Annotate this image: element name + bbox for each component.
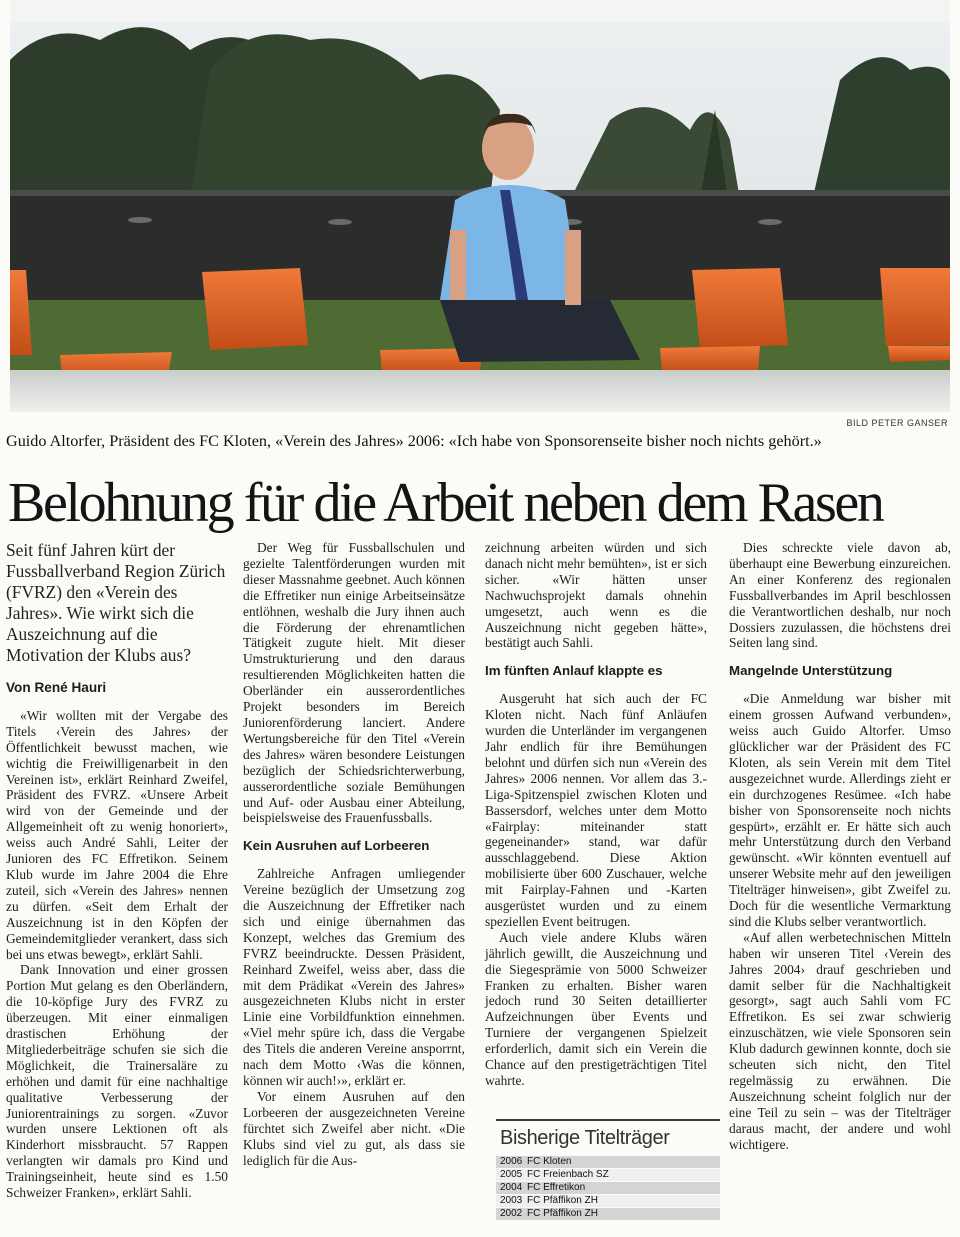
article-photo [10,0,950,412]
subheading: Im fünften Anlauf klappte es [485,663,663,679]
year-cell: 2002 [500,1208,523,1219]
table-row [496,1182,720,1194]
club-cell: FC Pfäffikon ZH [527,1195,598,1206]
photo-caption: Guido Altorfer, Präsident des FC Kloten, «Verein des Jahres» 2006: «Ich habe von Sponsorenseite bisher noch nichts gehört.» [6,432,822,450]
article-headline: Belohnung für die Arbeit neben dem Rasen [8,472,883,534]
table-row [496,1156,720,1168]
author-byline: Von René Hauri [6,680,107,695]
paragraph: Zahlreiche Anfragen umliegender Vereine bezüglich der Umsetzung zog die Auszeichnung der Effretiker nach sich und einige übernahmen das Konzept, welches das Gremium des FVRZ beeindruckte. Dessen Präsident, Reinhard Zweifel, weiss aber, dass die mit dem Prädikat «Verein des Jahres» ausgezeichneten Klubs nicht in erster Linie eine Vorbildfunktion einnehmen. «Viel mehr spüre ich, dass die Vergabe des Titels die anderen Vereine ansporrnt, nach dem Motto ‹Was die können, können wir auch!›», erklärt er. [243,866,465,1088]
paragraph: «Auf allen werbetechnischen Mitteln haben wir unseren Titel ‹Verein des Jahres 2004› drauf geschrieben und damit selber für die Nachhaltigkeit gesorgt», sagt auch Sahli vom FC Effretikon. Es sei zwar schwierig einzuschätzen, wie viele Sponsoren sein Klub dadurch gewinnen konnte, doch sie scheuten sich nicht, den Titel regelmässig zu erwähnen. Die Auszeichnung scheint folglich nur der eine Teil zu sein – was der Titelträger daraus macht, der andere und wohl wichtigere. [729,929,951,1152]
paragraph: Dies schreckte viele davon ab, überhaupt eine Bewerbung einzureichen. An einer Konferenz des regionalen Fussballverbandes im April beschlossen die Verantwortlichen deshalb, nur noch Dossiers zuzulassen, die höchstens drei Seiten lang sind. [729,540,951,651]
article-lead: Seit fünf Jahren kürt der Fussballverband Region Zürich (FVRZ) den «Verein des Jahres». Wie wirkt sich die Auszeichnung auf die Motivation der Klubs aus? [6,540,226,665]
subheading: Kein Ausruhen auf Lorbeeren [243,838,430,854]
year-cell: 2006 [500,1156,523,1167]
article-column-3 [485,540,707,1089]
subheading: Mangelnde Unterstützung [729,663,893,679]
club-cell: FC Freienbach SZ [527,1169,609,1180]
table-row [496,1195,720,1207]
article-column-1 [6,540,228,1201]
year-cell: 2005 [500,1169,523,1180]
year-cell: 2004 [500,1182,523,1193]
paragraph: «Die Anmeldung war bisher mit einem grossen Aufwand verbunden», weiss auch Guido Altorfer. Umso glücklicher war der Präsident des FC Kloten, als sein Verein mit dem Titel ausgezeichnet wurde. Allerdings zieht er ein durchzogenes Resümee. «Ich habe bisher von Sponsorenseite noch nichts gespürt», erzählt er. Er hätte sich auch mehr Unterstützung durch den Verband gewünscht. «Wir könnten eventuell auf unserer Website mehr auf den jeweiligen Titelträger hinweisen», gibt Zweifel zu. Doch für die wesentliche Vermarktung sind die Klubs selber verantwortlich. [729,691,951,929]
paragraph: Dank Innovation und einer grossen Portion Mut gelang es den Oberländern, die 10-köpfige Jury des FVRZ zu überzeugen. Mit einer einmaligen drastischen Erhöhung der Mitgliederbeiträge schufen sie sich die Möglichkeit, die Trainersaläre zu erhöhen und damit für eine nachhaltige qualitative Verbesserung der Juniorentrainings zu sorgen. «Zuvor wurden unsere Lektionen oft als Kinderhort missbraucht. 57 Rappen verlangten wir damals pro Kind und Trainingseinheit, heute sind es 1.50 Schweizer Franken», erklärt Sahli. [6,962,228,1201]
club-cell: FC Kloten [527,1156,572,1167]
paragraph: Vor einem Ausruhen auf den Lorbeeren der ausgezeichneten Vereine fürchtet sich Zweifel aber nicht. «Die Klubs sind viel zu gut, als dass sie lediglich für die Aus- [243,1088,465,1168]
title-holders-heading: Bisherige Titelträger [500,1127,670,1149]
title-holders-box [496,1119,720,1221]
club-cell: FC Effretikon [527,1182,586,1193]
title-holders-list [496,1156,720,1220]
table-row [496,1169,720,1181]
paragraph: «Wir wollten mit der Vergabe des Titels ‹Verein des Jahres› der Öffentlichkeit bewusst machen, wie wichtig die Freiwilligenarbeit in den Vereinen ist», erklärt Reinhard Zweifel, Präsident des FVRZ. «Unsere Arbeit wird von der Gemeinde und der Allgemeinheit oft zu wenig honoriert», weiss auch André Sahli, Leiter der Junioren des FC Effretikon. Seinem Klub wurde im Jahre 2004 die Ehre zuteil, sich «Verein des Jahres» nennen zu dürfen. «Seit dem Erhalt der Auszeichnung ist in den Köpfen der Gemeindemitglieder verankert, dass sich bei uns etwas bewegt», erklärt Sahli. [6,707,228,962]
paragraph: zeichnung arbeiten würden und sich danach nicht mehr bemühten», ist er sich sicher. «Wir hätten unser Nachwuchsprojekt damals ohnehin umgesetzt, auch wenn es die Auszeichnung nicht gegeben hätte», bestätigt auch Sahli. [485,540,707,651]
table-row [496,1208,720,1220]
photo-credit: BILD PETER GANSER [846,418,948,428]
paragraph: Der Weg für Fussballschulen und gezielte Talentförderungen wurden mit dieser Massnahme geebnet. Auch können die Effretiker nun einige Arbeitseinsätze entlöhnen, weshalb die Jury ihnen auch die Förderung der ehrenamtlichen Tätigkeit zugute hielt. Mit dieser Umstrukturierung und den daraus resultierenden Möglichkeiten hatten die Oberländer ein ausserordentliches Projekt besonders im Bereich Juniorenförderung lanciert. Andere Wertungsbereiche für den Titel «Verein des Jahres» wären besondere Leistungen bezüglich der Schiedsrichterwerbung, ausserordentliche soziale Bemühungen und Auf- oder Ausbau einer Abteilung, beispielsweise des Frauenfussballs. [243,540,465,826]
year-cell: 2003 [500,1195,523,1206]
paragraph: Ausgeruht hat sich auch der FC Kloten nicht. Nach fünf Anläufen wurden die Unterländer im vergangenen Jahr endlich für ihre Bemühungen belohnt und dürfen sich nun «Verein des Jahres» 2006 nennen. Vor allem das 3.-Liga-Spitzenspiel zwischen Kloten und Bassersdorf, welches unter dem Motto «Fairplay: miteinander statt gegeneinander» stand, war dafür ausschlaggebend. Diese Aktion mobilisierte über 600 Zuschauer, welche mit Fairplay-Fahnen und -Karten ausgerüstet wurden und zu einem speziellen Event beitrugen. [485,691,707,929]
article-column-2 [243,540,465,1168]
club-cell: FC Pfäffikon ZH [527,1208,598,1219]
article-column-4 [729,540,951,1153]
photo-illustration [10,0,950,412]
paragraph: Auch viele andere Klubs wären jährlich gewillt, die Auszeichnung und die Siegesprämie von 5000 Schweizer Franken zu erhalten. Bisher waren jedoch rund 30 Seiten detaillierter Aufzeichnungen über Events und Turniere der vergangenen Spielzeit erforderlich, damit sich ein Verein die Chance auf den prestigeträchtigen Titel wahrte. [485,929,707,1088]
